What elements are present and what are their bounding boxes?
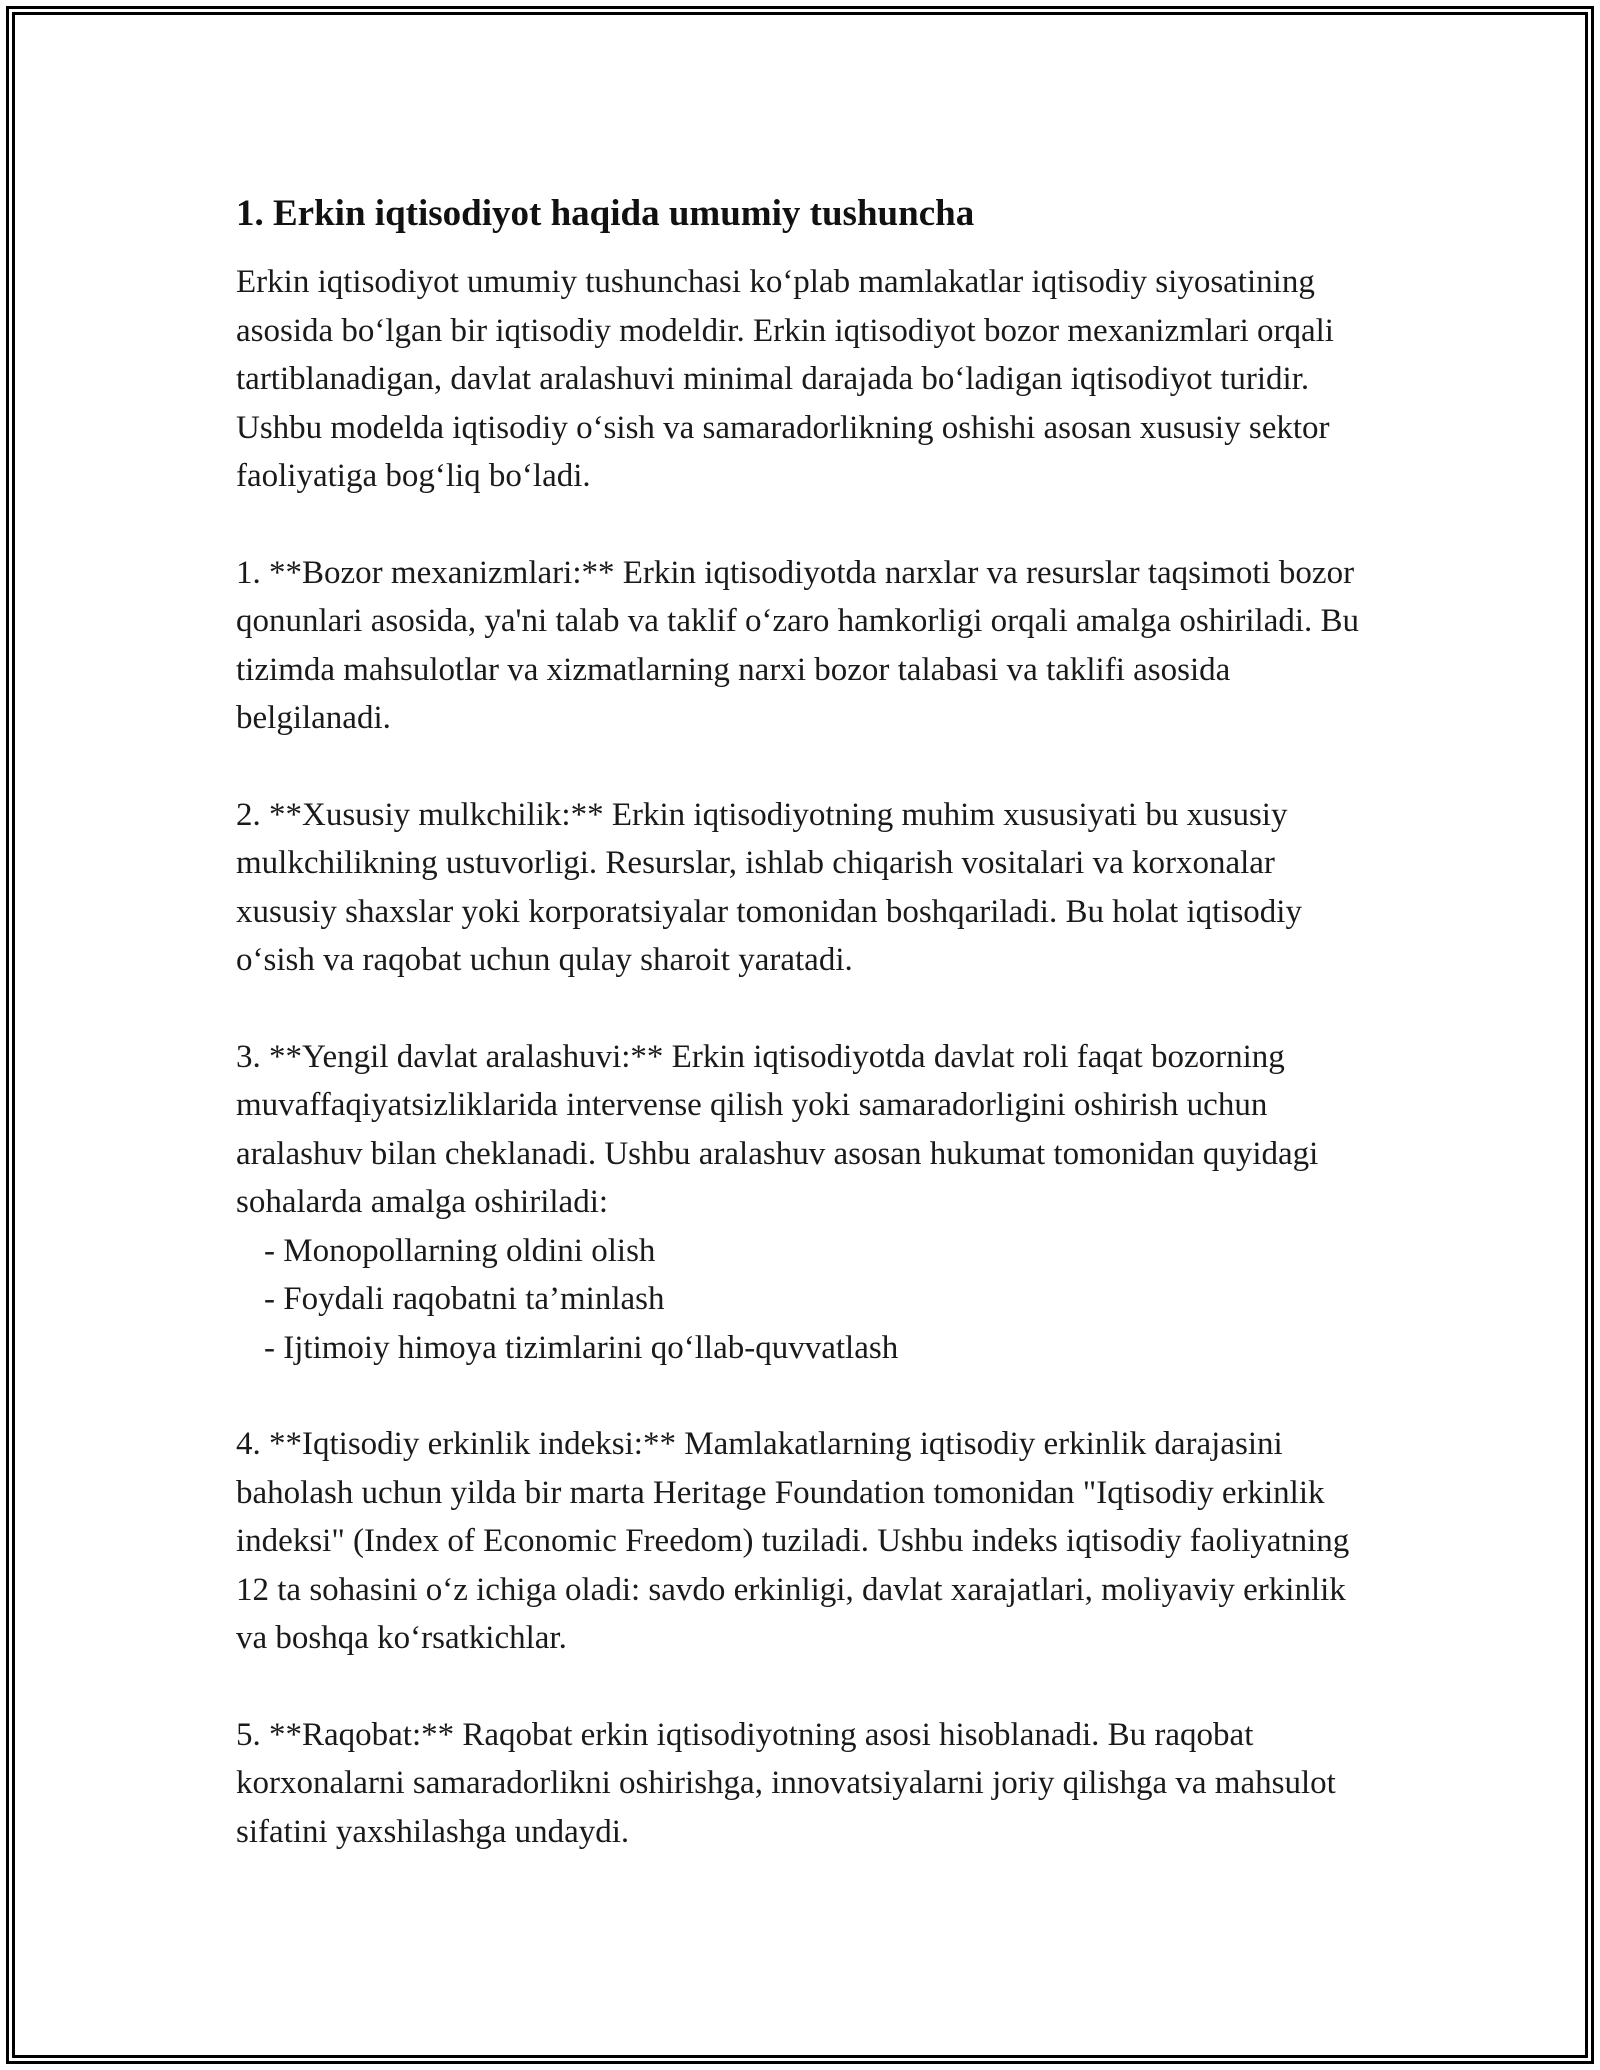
intro-paragraph: Erkin iqtisodiyot umumiy tushunchasi ko‘plab mamlakatlar iqtisodiy siyosatining asosida bo‘lgan bir iqtisodiy modeldir. Erkin iqtisodiyot bozor mexanizmlari orqali tartiblanadigan, davlat aralashuvi minimal darajada bo‘ladigan iqtisodiyot turidir. Ushbu modelda iqtisodiy o‘sish va samaradorlikning oshishi asosan xususiy sektor faoliyatiga bog‘liq bo‘ladi. [236, 264, 1334, 494]
intervention-list [236, 1227, 1376, 1373]
document-body [236, 188, 1376, 1856]
list-item: - Monopollarning oldini olish [264, 1232, 656, 1269]
section-raqobat: 5. **Raqobat:** Raqobat erkin iqtisodiyotning asosi hisoblanadi. Bu raqobat korxonalarni samaradorlikni oshirishga, innovatsiyalarni joriy qilishga va mahsulot sifatini yaxshilashga undaydi. [236, 1716, 1336, 1850]
list-item: - Foydali raqobatni ta’minlash [264, 1281, 665, 1317]
section-iqtisodiy-erkinlik-indeksi: 4. **Iqtisodiy erkinlik indeksi:** Mamlakatlarning iqtisodiy erkinlik darajasini baholash uchun yilda bir marta Heritage Foundation tomonidan "Iqtisodiy erkinlik indeksi" (Index of Economic Freedom) tuziladi. Ushbu indeks iqtisodiy faoliyatning 12 ta sohasini o‘z ichiga oladi: savdo erkinligi, davlat xarajatlari, moliyaviy erkinlik va boshqa ko‘rsatkichlar. [236, 1426, 1350, 1656]
section-xususiy-mulkchilik: 2. **Xususiy mulkchilik:** Erkin iqtisodiyotning muhim xususiyati bu xususiy mulkchilikning ustuvorligi. Resurslar, ishlab chiqarish vositalari va korxonalar xususiy shaxslar yoki korporatsiyalar tomonidan boshqariladi. Bu holat iqtisodiy o‘sish va raqobat uchun qulay sharoit yaratadi. [236, 796, 1302, 978]
section-bozor-mexanizmlari: 1. **Bozor mexanizmlari:** Erkin iqtisodiyotda narxlar va resurslar taqsimoti bozor qonunlari asosida, ya'ni talab va taklif o‘zaro hamkorligi orqali amalga oshiriladi. Bu tizimda mahsulotlar va xizmatlarning narxi bozor talabasi va taklifi asosida belgilanadi. [236, 554, 1360, 736]
section-yengil-davlat-aralashuvi: 3. **Yengil davlat aralashuvi:** Erkin iqtisodiyotda davlat roli faqat bozorning muvaffaqiyatsizliklarida intervense qilish yoki samaradorligini oshirish uchun aralashuv bilan cheklanadi. Ushbu aralashuv asosan hukumat tomonidan quyidagi sohalarda amalga oshiriladi: [236, 1038, 1319, 1220]
list-item: - Ijtimoiy himoya tizimlarini qo‘llab-quvvatlash [264, 1329, 899, 1366]
document-title: 1. Erkin iqtisodiyot haqida umumiy tushuncha [236, 193, 975, 234]
